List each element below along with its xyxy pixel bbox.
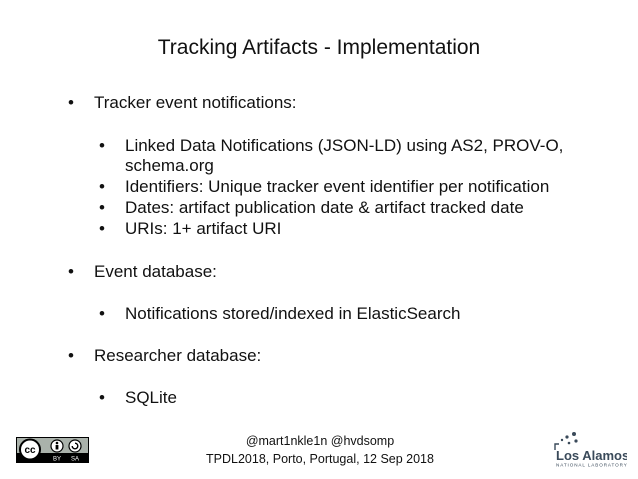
bullet-marker: • (68, 93, 74, 112)
bullet-label: Tracker event notifications: (94, 93, 297, 112)
sub-bullet-item (99, 304, 599, 324)
sa-text: SA (70, 456, 80, 462)
bullet-label: Researcher database: (94, 346, 262, 365)
sub-bullet-label: Dates: artifact publication date & artifact tracked date (125, 198, 524, 217)
sub-bullet-item (99, 177, 599, 197)
bullet-marker: • (68, 346, 74, 365)
by-text: BY (52, 456, 62, 462)
bullet-marker: • (99, 177, 105, 196)
logo-subtitle: NATIONAL LABORATORY (556, 462, 627, 468)
sub-bullet-label: schema.org (125, 156, 214, 175)
sub-bullet-continuation (99, 156, 599, 176)
cc-text: cc (24, 445, 36, 456)
bullet-marker: • (99, 219, 105, 238)
bullet-item-event-database (68, 262, 217, 282)
slide-title: Tracking Artifacts - Implementation (157, 36, 481, 59)
sub-bullet-label: SQLite (125, 388, 177, 407)
bullet-marker: • (99, 198, 105, 217)
creative-commons-by-sa-icon (16, 437, 89, 463)
bullet-marker: • (68, 262, 74, 281)
bullet-marker: • (99, 388, 105, 407)
slide-footer (150, 432, 490, 468)
sub-bullet-label: URIs: 1+ artifact URI (125, 219, 282, 238)
bullet-marker: • (99, 136, 105, 155)
bullet-item-tracker-notifications (68, 93, 297, 113)
sub-bullet-item (99, 198, 599, 218)
sub-bullet-label: Notifications stored/indexed in ElasticSearch (125, 304, 461, 323)
sub-bullet-item (99, 388, 599, 408)
sub-bullet-label: Identifiers: Unique tracker event identifier per notification (125, 177, 550, 196)
logo-name: Los Alamos (556, 448, 627, 463)
sub-bullet-item (99, 219, 599, 239)
bullet-marker: • (99, 304, 105, 323)
bullet-item-researcher-database (68, 346, 261, 366)
sub-bullet-item (99, 136, 599, 156)
los-alamos-logo-icon (543, 430, 627, 468)
bullet-label: Event database: (94, 262, 217, 281)
footer-handles: @mart1nkle1n @hvdsomp (245, 434, 395, 448)
footer-event: TPDL2018, Porto, Portugal, 12 Sep 2018 (206, 452, 434, 466)
sub-bullet-label: Linked Data Notifications (JSON-LD) using AS2, PROV-O, (125, 136, 564, 155)
